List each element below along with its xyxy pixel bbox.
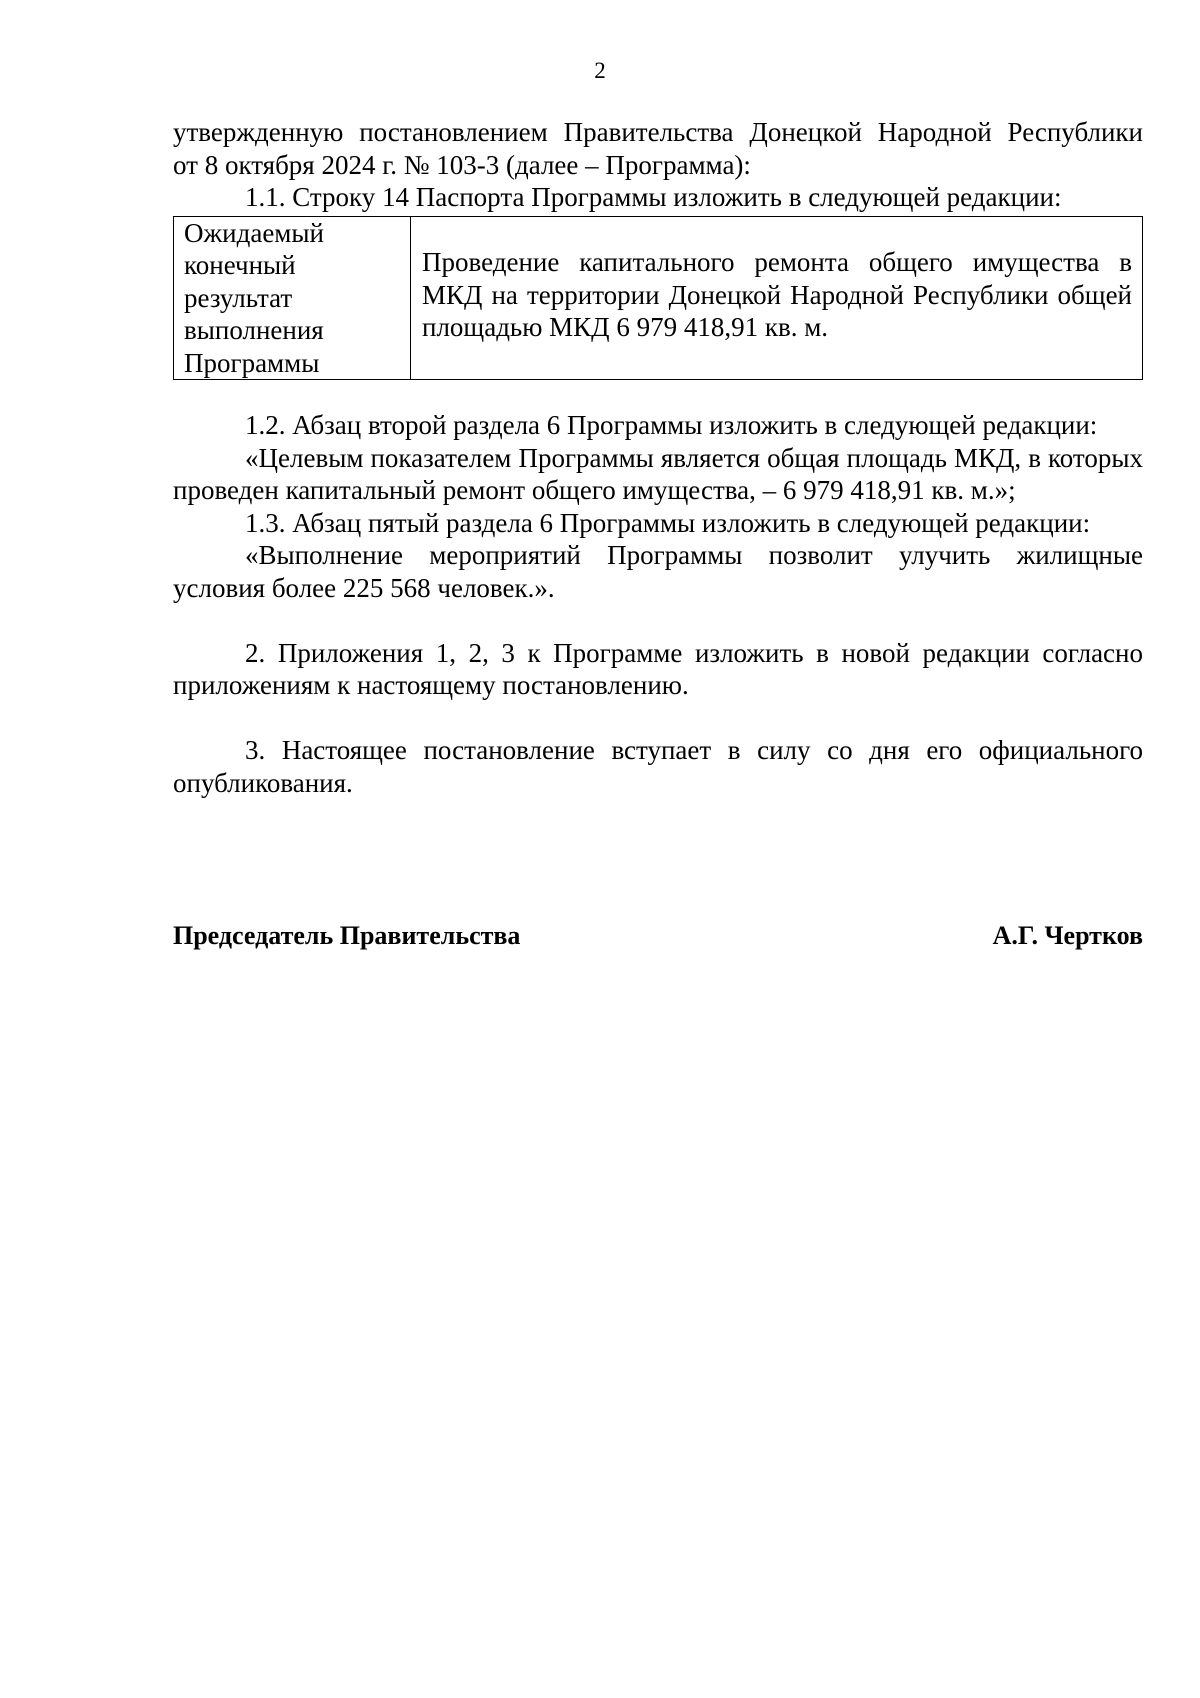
intro-line: от 8 октября 2024 г. № 103-3 (далее – Программа): — [173, 149, 751, 180]
intro-line: утвержденную постановлением Правительства Донецкой Народной Республики — [173, 117, 1143, 147]
signatory-position: Председатель Правительства — [173, 921, 521, 950]
quote-1-3-paragraph: «Выполнение мероприятий Программы позволит улучить жилищные условия более 225 568 человек.». — [173, 540, 1143, 603]
table-label-line: конечный — [184, 250, 296, 280]
table-row — [174, 216, 1143, 380]
passport-table — [173, 216, 1143, 381]
paragraph-gap — [173, 702, 1143, 735]
signature-block — [173, 920, 1143, 952]
page-number: 2 — [594, 58, 606, 83]
document-body — [173, 116, 1143, 799]
table-cell-label — [174, 216, 411, 380]
item-2-paragraph: 2. Приложения 1, 2, 3 к Программе изложить в новой редакции согласно приложениям к настоящему постановлению. — [173, 637, 1143, 700]
item-1-1-paragraph: 1.1. Строку 14 Паспорта Программы изложить в следующей редакции: — [245, 182, 1062, 212]
table-cell-value: Проведение капитального ремонта общего имущества в МКД на территории Донецкой Народной Республики общей площадью МКД 6 979 418,91 кв. м. — [411, 216, 1143, 380]
quote-1-2-paragraph: «Целевым показателем Программы является общая площадь МКД, в которых проведен капитальный ремонт общего имущества, – 6 979 418,91 кв. м.»; — [173, 442, 1143, 505]
table-label-line: Ожидаемый — [184, 217, 324, 248]
table-label-line: Программы — [184, 347, 320, 378]
item-1-3-paragraph: 1.3. Абзац пятый раздела 6 Программы изложить в следующей редакции: — [245, 507, 1091, 538]
signatory-name: А.Г. Чертков — [992, 921, 1143, 950]
item-3-paragraph: 3. Настоящее постановление вступает в силу со дня его официального опубликования. — [173, 735, 1143, 798]
table-label-line: результат — [184, 282, 293, 313]
table-label-line: выполнения — [184, 315, 324, 345]
paragraph-gap — [173, 604, 1143, 637]
item-1-2-paragraph: 1.2. Абзац второй раздела 6 Программы изложить в следующей редакции: — [245, 410, 1098, 440]
